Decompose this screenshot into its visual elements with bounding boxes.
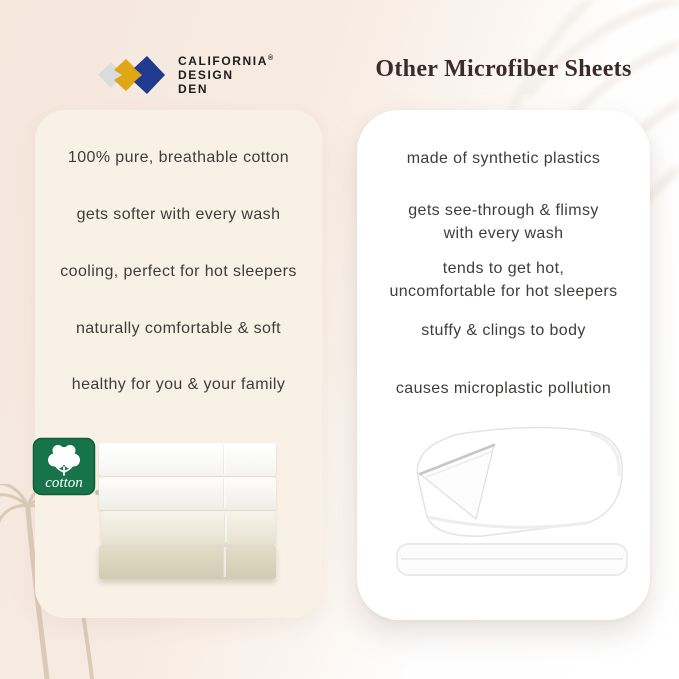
drawback-line: gets see-through & flimsy — [408, 202, 599, 219]
drawback-line: tends to get hot, — [442, 260, 565, 277]
registered-mark: ® — [268, 54, 274, 62]
drawback-block — [357, 377, 650, 400]
cotton-seal-registered-mark: ® — [95, 491, 100, 497]
drawback-block — [357, 257, 650, 303]
drawback-line: made of synthetic plastics — [406, 150, 601, 167]
cotton-sheets-image — [99, 443, 276, 580]
logo-chevrons-icon — [96, 48, 168, 102]
drawback-block — [357, 319, 650, 342]
benefit-line: naturally comfortable & soft — [75, 320, 282, 337]
brand-line-3: DEN — [178, 82, 209, 97]
brand-line-1: CALIFORNIA — [178, 53, 268, 68]
benefit-line: gets softer with every wash — [76, 206, 281, 223]
benefit-line: 100% pure, breathable cotton — [67, 149, 290, 166]
drawback-block — [357, 147, 650, 170]
drawback-line: causes microplastic pollution — [395, 380, 612, 397]
benefit-line: cooling, perfect for hot sleepers — [60, 263, 297, 280]
brand-line-2: DESIGN — [178, 67, 234, 82]
cotton-seal-label: cotton — [45, 475, 83, 491]
microfiber-sheets-image — [381, 418, 647, 602]
brand-logo — [96, 48, 273, 102]
brand-name — [178, 54, 273, 96]
sheet-layer-white — [99, 477, 276, 510]
cotton-benefits-card — [35, 110, 322, 618]
drawback-line: with every wash — [443, 225, 564, 242]
drawback-block — [357, 199, 650, 245]
sheet-layer-ivory — [101, 511, 276, 544]
right-column-title: Other Microfiber Sheets — [375, 56, 632, 82]
drawback-line: uncomfortable for hot sleepers — [389, 283, 618, 300]
cotton-seal-icon — [32, 437, 98, 499]
benefit-line: healthy for you & your family — [71, 376, 286, 393]
microfiber-drawbacks-card — [357, 110, 650, 620]
sheet-layer-white — [99, 443, 276, 476]
drawback-line: stuffy & clings to body — [421, 322, 586, 339]
sheet-layer-beige — [99, 545, 276, 579]
